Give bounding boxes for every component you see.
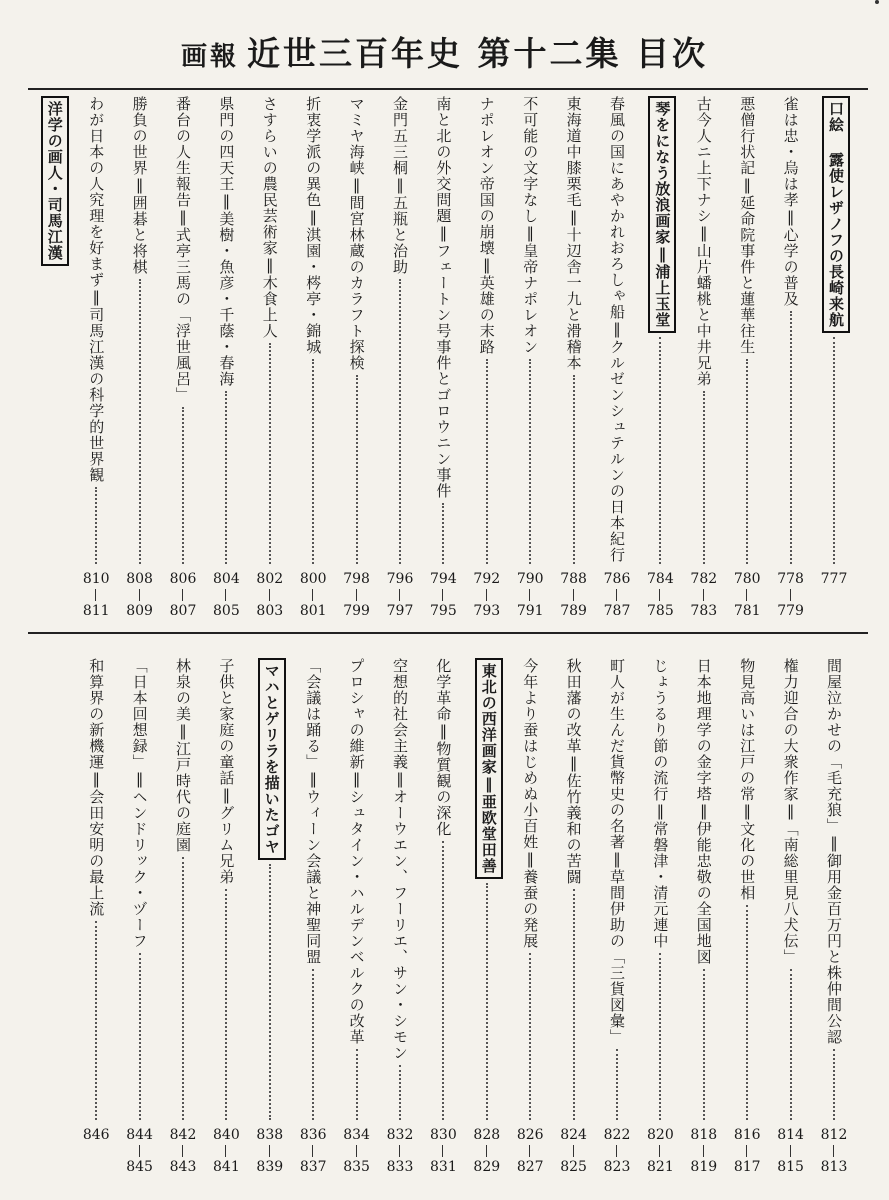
page-number-start: 842 (169, 1127, 197, 1143)
page-number-start: 798 (343, 571, 370, 587)
toc-entry-title: 県門の四天王‖美樹・魚彦・千蔭・春海 (217, 96, 236, 387)
page-range-dash (269, 589, 270, 601)
page-range-dash (833, 1145, 834, 1157)
page-range-dash (225, 1145, 226, 1157)
page-number-end: 811 (82, 603, 110, 619)
page-number-end: 781 (733, 603, 761, 619)
page-number-end: 843 (169, 1159, 197, 1175)
page-number-end: 799 (343, 603, 370, 619)
dot-leader (703, 391, 705, 564)
dot-leader (312, 969, 314, 1120)
page-number-end: 789 (560, 603, 587, 619)
dot-leader (573, 375, 575, 564)
page-number-end: 837 (299, 1159, 327, 1175)
page-number-end: 779 (777, 603, 804, 619)
dot-leader (833, 1049, 835, 1120)
dot-leader (95, 921, 97, 1120)
page-range-dash (399, 1145, 400, 1157)
toc-entry-feature-title: 洋学の画人・司馬江漢 (41, 96, 69, 266)
page-number-start: 844 (126, 1127, 153, 1143)
toc-entry-title: 今年より蚕はじめぬ小百姓‖養蚕の発展 (521, 658, 540, 949)
page-number-end: 785 (647, 603, 674, 619)
page-range-dash (573, 1145, 574, 1157)
corner-mark (875, 0, 879, 4)
toc-entry-title: 春風の国にあやかれおろしゃ船‖クルゼンシュテルンの日本紀行 (608, 96, 626, 563)
toc-entry-title: 物見高いは江戸の常‖文化の世相 (738, 658, 757, 901)
page-range-dash (703, 1145, 704, 1157)
toc-entry-title: プロシャの維新‖シュタイン・ハルデンベルクの改革 (347, 658, 366, 1045)
page-number-start: 778 (777, 571, 804, 587)
toc-entry-title: 南と北の外交問題‖フェートン号事件とゴロウニン事件 (434, 96, 453, 499)
page-number-start: 846 (82, 1127, 110, 1143)
dot-leader (790, 311, 792, 564)
page-number-end: 833 (386, 1159, 414, 1175)
dot-leader (225, 391, 227, 564)
page-number-end: 823 (603, 1159, 631, 1175)
page-number-end: 805 (213, 603, 240, 619)
page-range-dash (529, 589, 530, 601)
page-number-start: 794 (430, 571, 457, 587)
page-number-end: 825 (560, 1159, 587, 1175)
page-number-start: 784 (647, 571, 674, 587)
page-range-dash (486, 1145, 487, 1157)
page-number-end: 801 (299, 603, 327, 619)
page-number-start: 816 (733, 1127, 761, 1143)
page-number-start: 820 (647, 1127, 674, 1143)
toc-entry-title: 不可能の文字なし‖皇帝ナポレオン (521, 96, 540, 355)
toc-entry-feature-title: 東北の西洋画家‖亜欧堂田善 (475, 658, 503, 879)
toc-entry-feature-title: 口絵 露使レザノフの長崎来航 (822, 96, 850, 333)
page-title (0, 28, 889, 75)
toc-entry-title: 空想的社会主義‖オーウエン、フーリエ、サン・シモン (391, 658, 409, 1061)
dot-leader (356, 375, 358, 564)
page-number-start: 830 (430, 1127, 457, 1143)
page-number-start: 802 (256, 571, 284, 587)
dot-leader (529, 359, 531, 564)
title-main: 近世三百年史 第十二集 目次 (247, 34, 708, 73)
page-number-end: 807 (169, 603, 197, 619)
dot-leader (225, 889, 227, 1120)
page-number-end: 787 (603, 603, 631, 619)
dot-leader (442, 503, 444, 564)
toc-entry-title: 「会議は踊る」‖ウィーン会議と神聖同盟 (304, 658, 323, 965)
dot-leader (182, 857, 184, 1120)
page-number-end: 809 (126, 603, 153, 619)
dot-leader (833, 337, 835, 564)
page-range-dash (746, 589, 747, 601)
dot-leader (312, 359, 314, 564)
dot-leader (703, 969, 705, 1120)
dot-leader (399, 1065, 401, 1120)
dot-leader (182, 407, 184, 564)
page-number-end: 845 (126, 1159, 153, 1175)
page-range-dash (356, 589, 357, 601)
page-number-end: 829 (473, 1159, 501, 1175)
page-number-start: 834 (343, 1127, 370, 1143)
dot-leader (486, 883, 488, 1120)
page-number-start: 800 (299, 571, 327, 587)
page-range-dash (790, 1145, 791, 1157)
page-number-start: 824 (560, 1127, 587, 1143)
page-range-dash (486, 589, 487, 601)
toc-entry-title: 雀は忠・烏は孝‖心学の普及 (781, 96, 800, 307)
page-number-start: 826 (516, 1127, 544, 1143)
page-range-dash (225, 589, 226, 601)
toc-entry-title: さすらいの農民芸術家‖木食上人 (260, 96, 279, 339)
toc-entry-title: 折衷学派の異色‖淇園・梣亭・錦城 (304, 96, 323, 355)
page-number-start: 836 (299, 1127, 327, 1143)
page-range-dash (182, 1145, 183, 1157)
page-number-end: 783 (690, 603, 718, 619)
page-number-start: 808 (126, 571, 153, 587)
toc-entry-title: 日本地理学の金字塔‖伊能忠敬の全国地図 (694, 658, 713, 965)
toc-entry-title: 林泉の美‖江戸時代の庭園 (174, 658, 192, 853)
toc-entry-title: じょうるり節の流行‖常磐津・清元連中 (651, 658, 670, 949)
page-number-start: 812 (820, 1127, 848, 1143)
page-range-dash (269, 1145, 270, 1157)
dot-leader (442, 841, 444, 1120)
dot-leader (356, 1049, 358, 1120)
toc-entry-title: 金門五三桐‖五瓶と治助 (391, 96, 409, 275)
dot-leader (659, 953, 661, 1120)
toc-entry-title: 間屋泣かせの「毛充狼」‖御用金百万円と株仲間公認 (825, 658, 843, 1045)
page-number-end: 795 (430, 603, 457, 619)
page-number-end: 821 (647, 1159, 674, 1175)
page-number-end: 819 (690, 1159, 718, 1175)
page-range-dash (312, 1145, 313, 1157)
page-range-dash (703, 589, 704, 601)
page-number-start: 840 (213, 1127, 240, 1143)
dot-leader (95, 487, 97, 564)
toc-entry-title: 権力迎合の大衆作家‖「南総里見八犬伝」 (781, 658, 800, 965)
page-number-end: 827 (516, 1159, 544, 1175)
page-number-end: 839 (256, 1159, 284, 1175)
page-number-start: 780 (733, 571, 761, 587)
page-range-dash (312, 589, 313, 601)
page-number-end: 841 (213, 1159, 240, 1175)
page-range-dash (529, 1145, 530, 1157)
page-number-end: 791 (516, 603, 544, 619)
dot-leader (616, 1049, 618, 1120)
page-range-dash (616, 589, 617, 601)
toc-entry-feature-title: 琴をになう放浪画家‖浦上玉堂 (648, 96, 676, 333)
page-number-end: 793 (473, 603, 501, 619)
page-range-dash (659, 1145, 660, 1157)
toc-entry-title: 和算界の新機運‖会田安明の最上流 (87, 658, 106, 917)
page-range-dash (616, 1145, 617, 1157)
dot-leader (269, 864, 271, 1120)
page-number-end: 815 (777, 1159, 804, 1175)
page-range-dash (356, 1145, 357, 1157)
page-number-end: 813 (820, 1159, 848, 1175)
toc-entry-title: 化学革命‖物質観の深化 (434, 658, 453, 837)
page-range-dash (182, 589, 183, 601)
page-number-end: 797 (386, 603, 414, 619)
dot-leader (746, 905, 748, 1120)
dot-leader (529, 953, 531, 1120)
page-number-start: 790 (516, 571, 544, 587)
page-number-end: 803 (256, 603, 284, 619)
toc-entry-title: マミヤ海峡‖間宮林蔵のカラフト探検 (347, 96, 366, 371)
page-number-end: 817 (733, 1159, 761, 1175)
dot-leader (139, 953, 141, 1120)
page-number-start: 788 (560, 571, 587, 587)
page-range-dash (790, 589, 791, 601)
dot-leader (269, 343, 271, 564)
page-range-dash (442, 589, 443, 601)
toc-entry-title: ナポレオン帝国の崩壊‖英雄の末路 (477, 96, 496, 355)
toc-entry-title: 秋田藩の改革‖佐竹義和の苦闘 (564, 658, 583, 885)
top-rule (28, 88, 868, 90)
page-range-dash (659, 589, 660, 601)
page-number-start: 777 (820, 571, 848, 587)
page-number-start: 810 (82, 571, 110, 587)
toc-entry-title: 悪僧行状記‖延命院事件と蓮華往生 (738, 96, 757, 355)
title-prefix: 画報 (181, 42, 240, 72)
dot-leader (399, 279, 401, 564)
toc-entry-title: 東海道中膝栗毛‖十辺舎一九と滑稽本 (564, 96, 583, 371)
page-number-start: 782 (690, 571, 718, 587)
page-number-start: 804 (213, 571, 240, 587)
toc-entry-title: 町人が生んだ貨幣史の名著‖草間伊助の「三貨図彙」 (608, 658, 626, 1045)
page-range-dash (95, 589, 96, 601)
page-number-start: 792 (473, 571, 501, 587)
toc-entry-title: わが日本の人究理を好まず‖司馬江漢の科学的世界観 (87, 96, 106, 483)
page-range-dash (573, 589, 574, 601)
page-number-start: 786 (603, 571, 631, 587)
toc-entry-feature-title: マハとゲリラを描いたゴヤ (258, 658, 286, 860)
page-number-start: 796 (386, 571, 414, 587)
middle-rule (28, 632, 868, 634)
page-number-start: 832 (386, 1127, 414, 1143)
dot-leader (139, 279, 141, 564)
toc-entry-title: 子供と家庭の童話‖グリム兄弟 (217, 658, 236, 885)
page-number-start: 814 (777, 1127, 804, 1143)
dot-leader (746, 359, 748, 564)
page-range-dash (442, 1145, 443, 1157)
page-range-dash (399, 589, 400, 601)
dot-leader (573, 889, 575, 1120)
page-range-dash (139, 1145, 140, 1157)
page-number-start: 818 (690, 1127, 718, 1143)
toc-entry-title: 「日本回想録」‖ヘンドリック・ヅーフ (130, 658, 149, 949)
toc-entry-title: 古今人ニ上下ナシ‖山片蟠桃と中井兄弟 (694, 96, 713, 387)
toc-entry-title: 番台の人生報告‖式亭三馬の「浮世風呂」 (174, 96, 192, 403)
page-number-start: 806 (169, 571, 197, 587)
page-range-dash (139, 589, 140, 601)
dot-leader (486, 359, 488, 564)
page-number-start: 828 (473, 1127, 501, 1143)
dot-leader (790, 969, 792, 1120)
page-number-end: 835 (343, 1159, 370, 1175)
page-range-dash (746, 1145, 747, 1157)
page-number-start: 838 (256, 1127, 284, 1143)
dot-leader (659, 337, 661, 564)
toc-entry-title: 勝負の世界‖囲碁と将棋 (130, 96, 149, 275)
page-number-end: 831 (430, 1159, 457, 1175)
page-number-start: 822 (603, 1127, 631, 1143)
